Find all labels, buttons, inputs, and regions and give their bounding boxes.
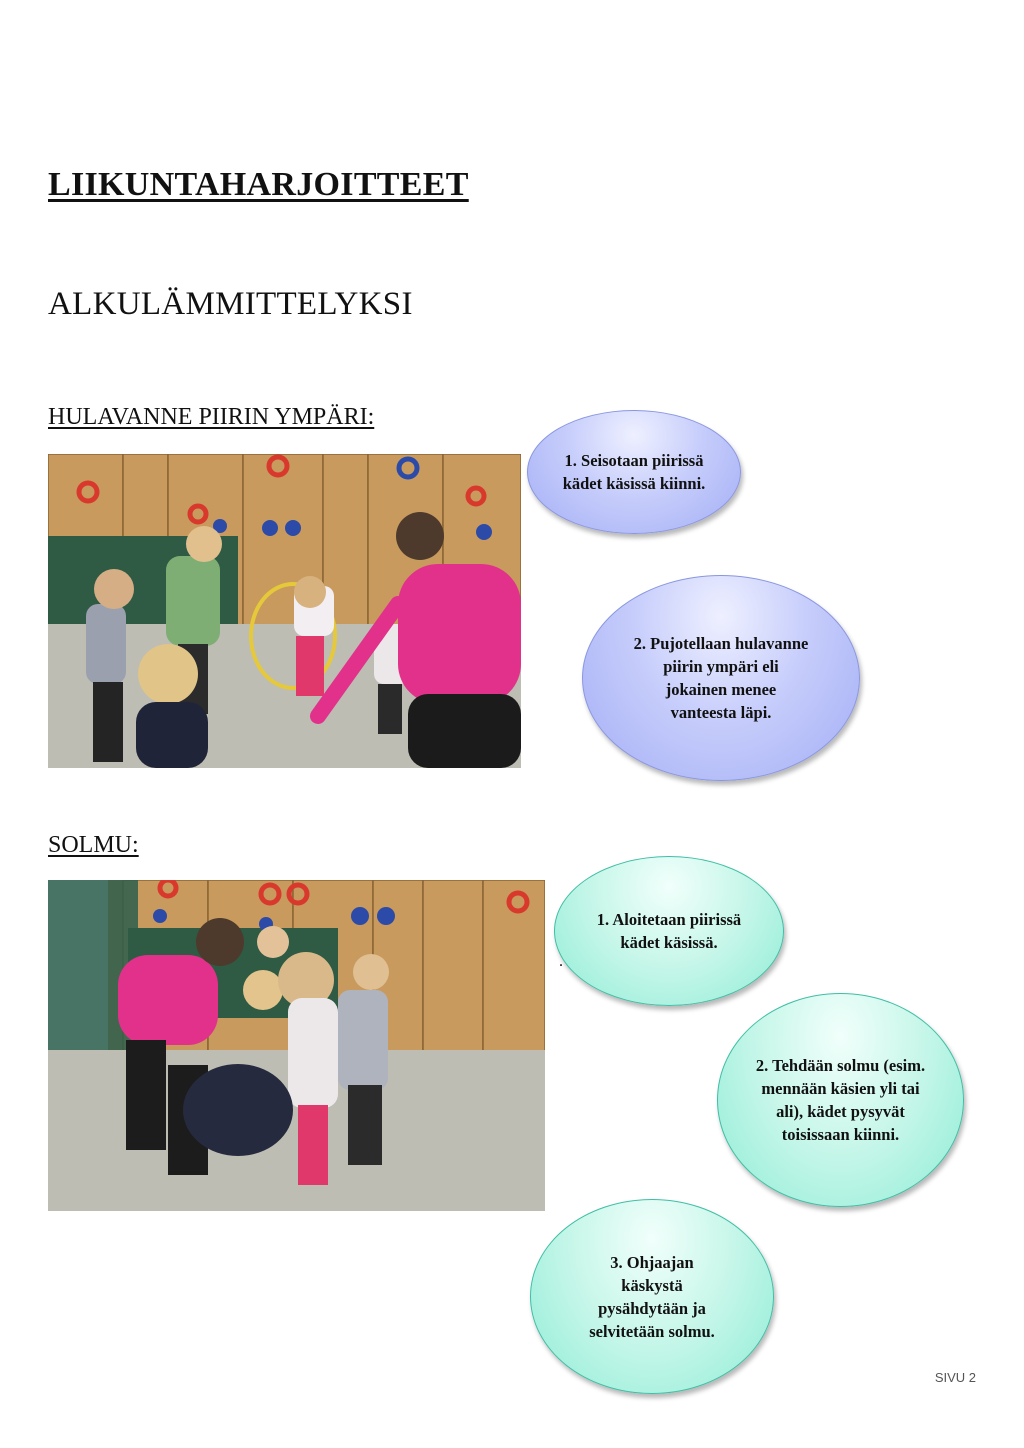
step-text: 1. Seisotaan piirissä kädet käsissä kiinni. (562, 451, 706, 493)
photo-illustration (48, 880, 545, 1211)
step-bubble-knot-1 (554, 856, 784, 1006)
step-bubble-hula-1 (527, 410, 741, 534)
section-heading-knot: SOLMU: (48, 832, 139, 858)
photo-knot-game (48, 880, 545, 1211)
step-text: 3. Ohjaajan käskystä pysähdytään ja selvitetään solmu. (589, 1252, 715, 1341)
section-heading-hula-hoop: HULAVANNE PIIRIN YMPÄRI: (48, 404, 375, 430)
page-number: SIVU 2 (934, 1370, 976, 1385)
step-text: 2. Pujotellaan hulavanne piirin ympäri eli jokainen menee vanteesta läpi. (633, 634, 809, 722)
step-bubble-hula-2 (582, 575, 860, 781)
step-text: 1. Aloitetaan piirissä kädet käsissä. (596, 910, 742, 952)
stray-mark: . (559, 953, 563, 970)
photo-hula-hoop-circle (48, 454, 521, 768)
step-text: 2. Tehdään solmu (esim. mennään käsien yli tai ali), kädet pysyvät toisissaan kiinni. (755, 1056, 926, 1144)
page-subtitle: ALKULÄMMITTELYKSI (48, 286, 413, 322)
page-title: LIIKUNTAHARJOITTEET (48, 166, 469, 203)
photo-illustration (48, 454, 521, 768)
step-bubble-knot-2 (717, 993, 964, 1207)
step-bubble-knot-3 (530, 1199, 774, 1394)
